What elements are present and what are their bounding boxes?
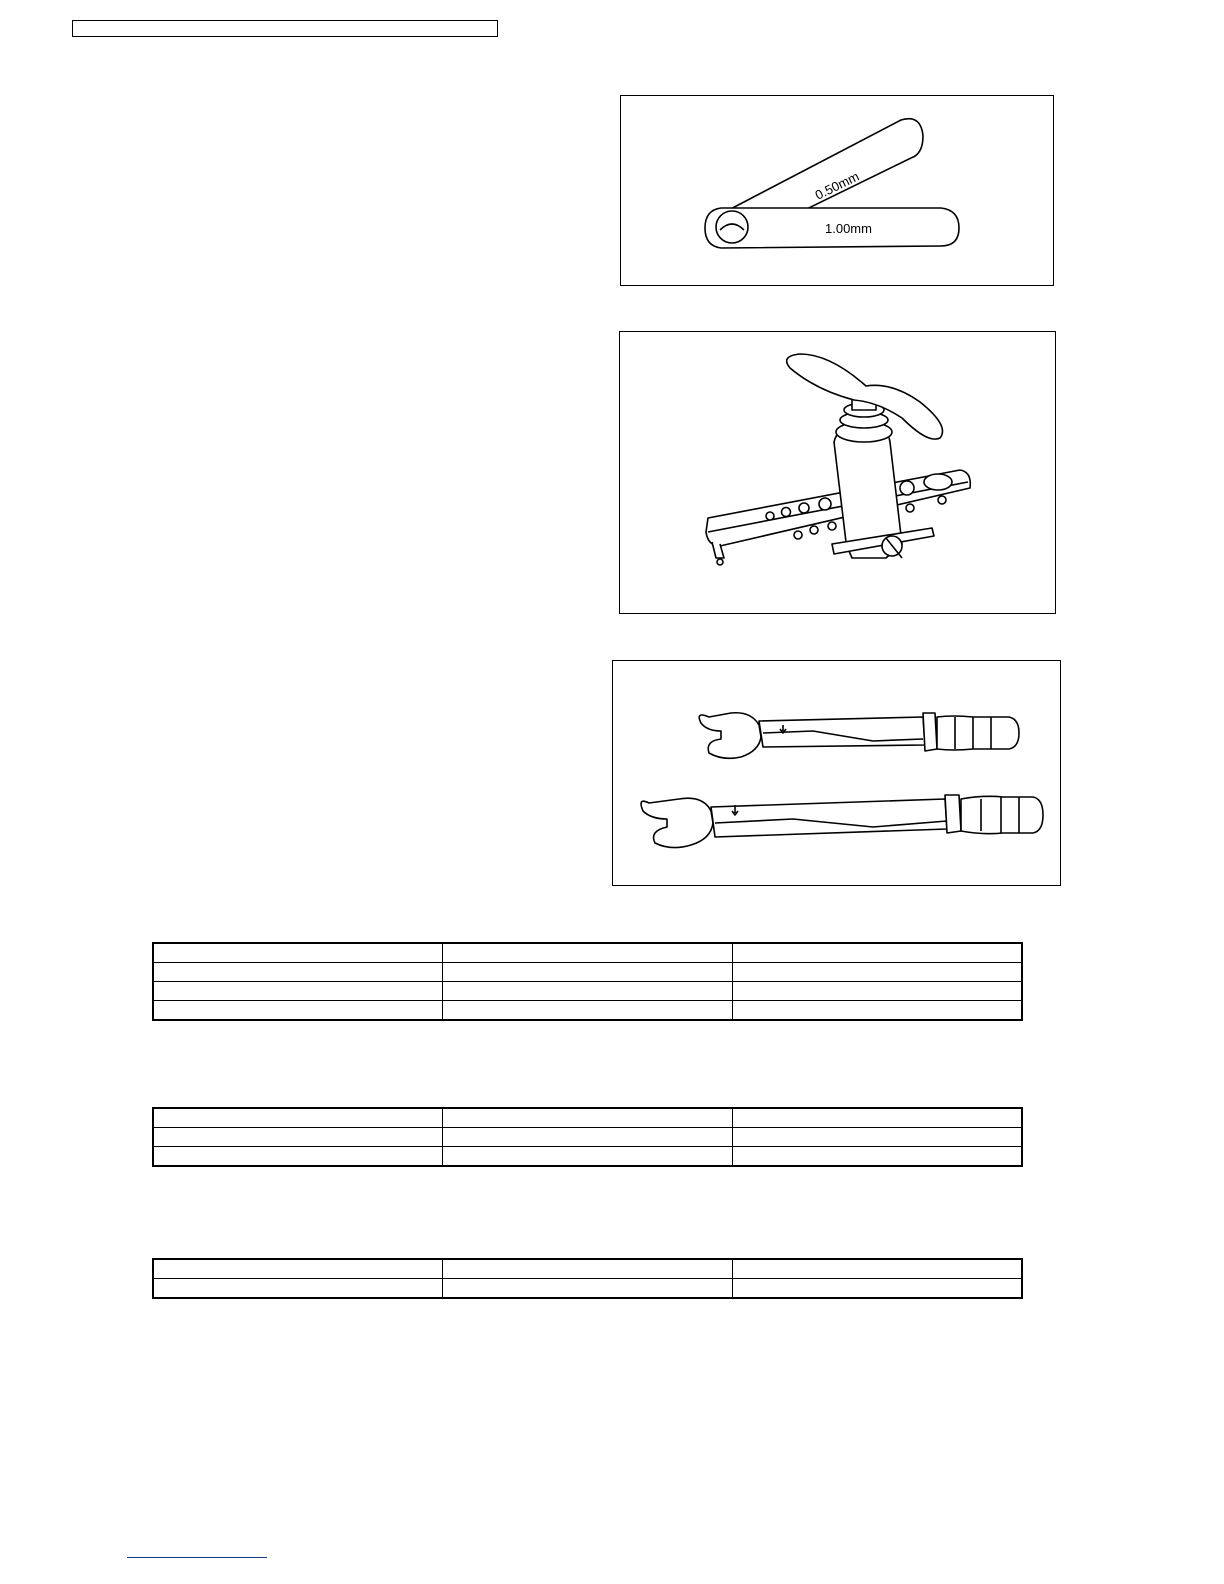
table-cell bbox=[443, 963, 733, 982]
table-row bbox=[153, 1147, 1022, 1167]
table-cell bbox=[443, 1001, 733, 1021]
table-cell bbox=[153, 982, 443, 1001]
table-cell bbox=[732, 1147, 1022, 1167]
table-2 bbox=[152, 1107, 1023, 1167]
table-cell bbox=[732, 982, 1022, 1001]
table-cell bbox=[153, 1279, 443, 1299]
footer-link-underline[interactable] bbox=[127, 1557, 267, 1558]
table-row bbox=[153, 963, 1022, 982]
torque-wrench-figure bbox=[612, 660, 1061, 886]
table-cell bbox=[153, 1147, 443, 1167]
table-row bbox=[153, 1128, 1022, 1147]
table-cell bbox=[732, 1001, 1022, 1021]
table-row bbox=[153, 1108, 1022, 1128]
torque-wrench-illustration bbox=[613, 661, 1062, 887]
feeler-gauge-illustration bbox=[621, 96, 1055, 287]
table-cell bbox=[443, 943, 733, 963]
table-3 bbox=[152, 1258, 1023, 1299]
flaring-tool-illustration bbox=[620, 332, 1057, 615]
table-row bbox=[153, 1279, 1022, 1299]
table-row bbox=[153, 1001, 1022, 1021]
table-cell bbox=[732, 1279, 1022, 1299]
blade-label-1-00mm: 1.00mm bbox=[825, 221, 872, 236]
table-row bbox=[153, 1259, 1022, 1279]
table-cell bbox=[443, 1147, 733, 1167]
header-box bbox=[72, 20, 498, 37]
table-cell bbox=[153, 1128, 443, 1147]
feeler-gauge-figure bbox=[620, 95, 1054, 286]
table-cell bbox=[443, 1108, 733, 1128]
table-cell bbox=[153, 963, 443, 982]
table-cell bbox=[443, 1259, 733, 1279]
table-cell bbox=[732, 1108, 1022, 1128]
table-row bbox=[153, 943, 1022, 963]
table-cell bbox=[153, 1001, 443, 1021]
table-cell bbox=[732, 963, 1022, 982]
table-row bbox=[153, 982, 1022, 1001]
flaring-tool-figure bbox=[619, 331, 1056, 614]
table-cell bbox=[732, 943, 1022, 963]
table-cell bbox=[443, 1279, 733, 1299]
table-cell bbox=[443, 1128, 733, 1147]
table-cell bbox=[732, 1128, 1022, 1147]
table-1 bbox=[152, 942, 1023, 1021]
table-cell bbox=[153, 1259, 443, 1279]
table-cell bbox=[153, 1108, 443, 1128]
blade-label-0-50mm: 0.50mm bbox=[812, 168, 862, 203]
table-cell bbox=[732, 1259, 1022, 1279]
table-cell bbox=[443, 982, 733, 1001]
table-cell bbox=[153, 943, 443, 963]
